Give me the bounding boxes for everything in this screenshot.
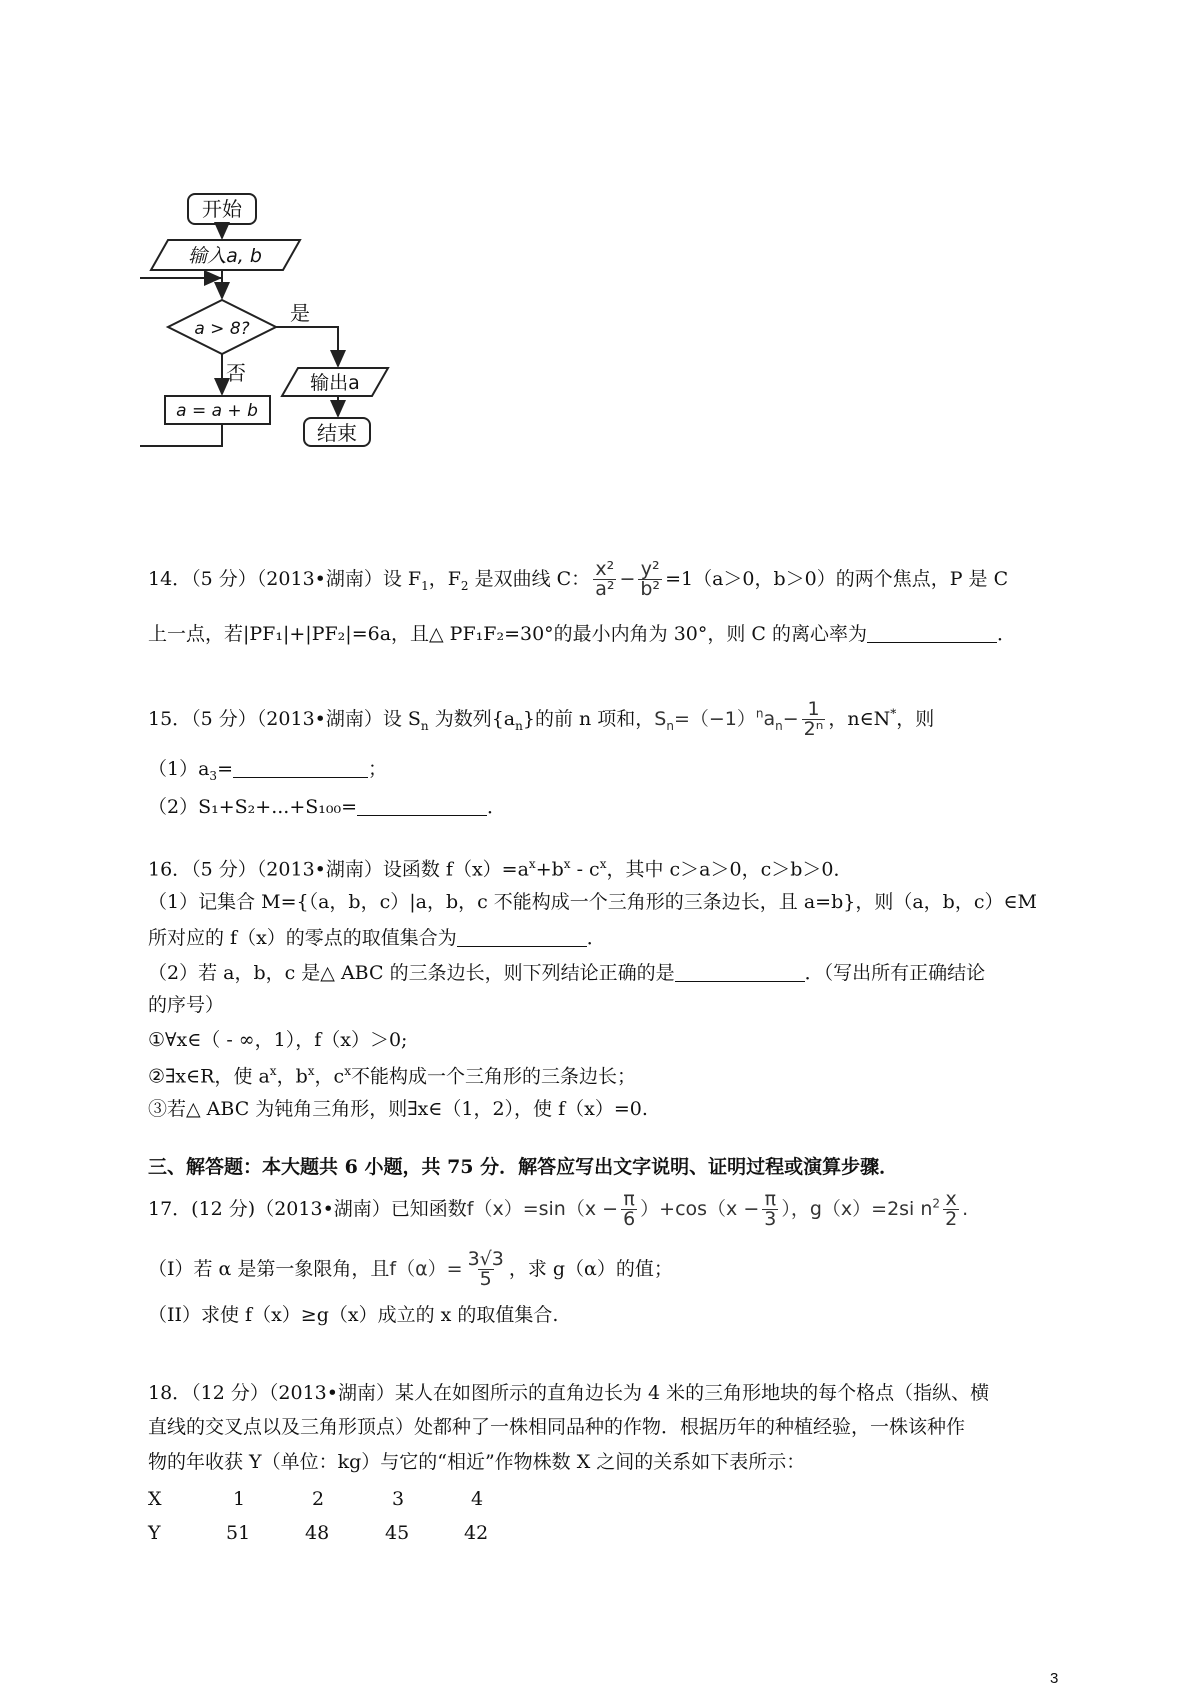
q16-line-5: 的序号） (148, 994, 225, 1016)
answer-blank[interactable] (233, 758, 368, 778)
answer-blank[interactable] (867, 623, 997, 643)
flow-process-label: a = a + b (176, 401, 258, 421)
q16-line-3: 所对应的 f（x）的零点的取值集合为 ． (148, 927, 606, 949)
hyperbola-formula: $\frac{\text{x²}}{\text{a²}}$ − $\frac{\text{y²}}{\text{b²}}$ (595, 558, 661, 600)
q17-line-2: （I）若 α 是第一象限角，且f（α）= $\frac{3√3}{5}$ ，求 g（α）的值； (148, 1248, 673, 1290)
flow-condition-label: a > 8? (194, 319, 250, 339)
q16-line-1: 16．（5 分）（2013•湖南）设函数 $f(x)=a^x+b^x - c^x$，其中 c＞a＞0，c＞b＞0． (148, 857, 853, 881)
answer-blank[interactable] (675, 962, 805, 982)
q15-line-1: 15．（5 分）（2013•湖南）设 $S_n$ 为数列$\{a_n\}$的前 n 项和，$S_n=(-1)^na_n-$ $\frac{1}{\text{2ⁿ}}$ ，n∈N*，则 (148, 698, 935, 740)
flow-end-label: 结束 (317, 421, 357, 445)
table-y-label: Y (148, 1522, 161, 1544)
q15-part-1: $(1)a_3=$ ； (148, 758, 387, 783)
table-cell: 1 (233, 1488, 246, 1510)
q18-line-1: 18．（12 分）（2013•湖南）某人在如图所示的直角边长为 4 米的三角形地块的每个格点（指纵、横 (148, 1382, 990, 1404)
q18-line-2: 直线的交叉点以及三角形顶点）处都种了一株相同品种的作物．根据历年的种植经验，一株该种作 (148, 1416, 966, 1438)
section-3-heading: 三、解答题：本大题共 6 小题，共 75 分．解答应写出文字说明、证明过程或演算步骤． (148, 1156, 899, 1178)
table-cell: 48 (305, 1522, 330, 1544)
answer-blank[interactable] (457, 927, 587, 947)
flowchart (140, 190, 440, 490)
q17-line-1: 17．(12 分)（2013•湖南）已知函数f（x）=sin（x − $\frac{\pi}{6}$ ）+cos（x − $\frac{\pi}{3}$ ），g（x）=2si $n^2$ $\frac{x}{2}$ . (148, 1188, 969, 1230)
table-cell: 2 (312, 1488, 325, 1510)
q18-line-3: 物的年收获 Y（单位：kg）与它的“相近”作物株数 X 之间的关系如下表所示： (148, 1451, 806, 1473)
table-cell: 4 (471, 1488, 484, 1510)
page-number: 3 (1050, 1670, 1059, 1687)
q16-line-6: ①∀x∈（ - ∞，1），f（x）＞0; (148, 1029, 408, 1051)
q14-line-2: 上一点，若|PF₁|+|PF₂|=6a，且△ PF₁F₂=30°的最小内角为 30°，则 C 的离心率为 ． (148, 623, 1017, 645)
table-cell: 45 (385, 1522, 410, 1544)
q16-line-7: ②∃x∈R，使 $a^x$，$b^x$，$c^x$不能构成一个三角形的三条边长； (148, 1064, 636, 1088)
function-formula: f（x）=sin（x − $\frac{\pi}{6}$ ）+cos（x − $\frac{\pi}{3}$ ），g（x）=2si $n^2$ $\frac{x}{2}$ . (466, 1188, 969, 1230)
sn-formula: $S_n=(-1)^na_n-$ $\frac{1}{\text{2ⁿ}}$ (654, 698, 824, 740)
flow-input-label: 输入a, b (188, 245, 262, 267)
flow-start-label: 开始 (202, 197, 242, 221)
f-alpha-formula: f（α）= $\frac{3√3}{5}$ (389, 1248, 504, 1290)
table-cell: 51 (226, 1522, 251, 1544)
q16-line-2: （1）记集合 M={（a，b，c）|a，b，c 不能构成一个三角形的三条边长，且 a=b}，则（a，b，c）∈M (148, 891, 1037, 913)
table-x-label: X (148, 1488, 162, 1510)
q14-line-1: 14．（5 分）（2013•湖南）设 $F_1$，$F_2$ 是双曲线 C： $\frac{\text{x²}}{\text{a²}}$ − $\frac{\text{y²}}{\text{b²}}$ =1（a＞0，b＞0）的两个焦点，P 是 C (148, 558, 1009, 600)
answer-blank[interactable] (357, 796, 487, 816)
q15-part-2: （2）S₁+S₂+...+S₁₀₀= ． (148, 796, 507, 818)
flow-output-label: 输出a (310, 372, 360, 394)
q16-line-4: （2）若 a，b，c 是△ ABC 的三条边长，则下列结论正确的是 ．（写出所有正确结论 (148, 962, 986, 984)
table-cell: 42 (464, 1522, 489, 1544)
flow-yes-label: 是 (290, 301, 310, 325)
q17-line-3: （II）求使 f（x）≥g（x）成立的 x 的取值集合. (148, 1304, 559, 1326)
q16-line-8: ③若△ ABC 为钝角三角形，则∃x∈（1，2），使 f（x）=0. (148, 1098, 648, 1120)
flow-no-label: 否 (226, 361, 246, 385)
table-cell: 3 (392, 1488, 405, 1510)
